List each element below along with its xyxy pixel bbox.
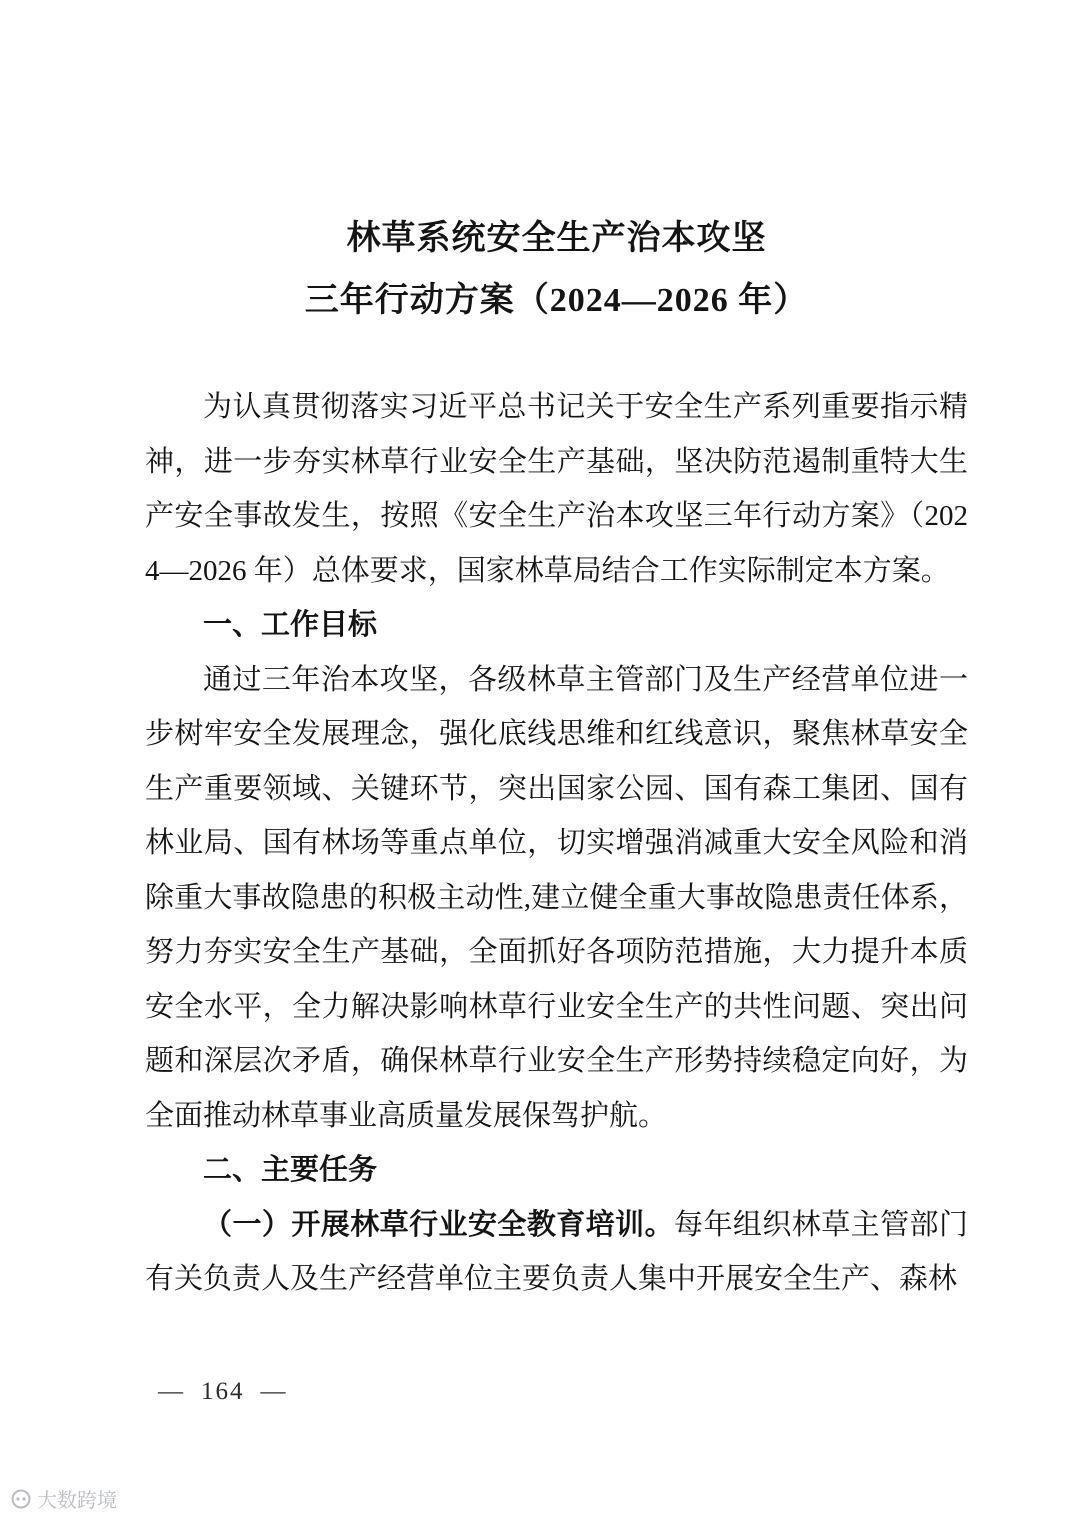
document-title-line-1: 林草系统安全生产治本攻坚 (346, 220, 767, 257)
watermark-logo-icon (10, 1488, 32, 1510)
section-heading: 二、主要任务 (203, 1154, 378, 1186)
paragraph-bold-lead: （一）开展林草行业安全教育培训。 (203, 1208, 675, 1241)
page-number-left-dash: — (158, 1378, 185, 1405)
watermark-text: 大数跨境 (37, 1490, 117, 1512)
paragraph: 通过三年治本攻坚，各级林草主管部门及生产经营单位进一步树牢安全发展理念，强化底线思维和红线意识，聚焦林草安全生产重要领域、关键环节，突出国家公园、国有森工集团、国有林业局、国有林场等重点单位，切实增强消减重大安全风险和消除重大事故隐患的积极主动性,建立健全重大事故隐患责任体系，努力夯实安全生产基础，全面抓好各项防范措施，大力提升本质安全水平，全力解决影响林草行业安全生产的共性问题、突出问题和深层次矛盾，确保林草行业安全生产形势持续稳定向好，为全面推动林草事业高质量发展保驾护航。 (145, 663, 968, 1132)
document-title (145, 208, 968, 332)
document-title-line-2: 三年行动方案（2024—2026 年） (304, 282, 809, 319)
page-number-right-dash: — (260, 1378, 288, 1405)
document-body (145, 380, 968, 1307)
paragraph: （一）开展林草行业安全教育培训。每年组织林草主管部门有关负责人及生产经营单位主要负责人集中开展安全生产、森林 (145, 1208, 968, 1295)
paragraph: 为认真贯彻落实习近平总书记关于安全生产系列重要指示精神，进一步夯实林草行业安全生产基础，坚决防范遏制重特大生产安全事故发生，按照《安全生产治本攻坚三年行动方案》（2024—2026 年）总体要求，国家林草局结合工作实际制定本方案。 (145, 391, 968, 587)
watermark (10, 1484, 117, 1513)
section-heading: 一、工作目标 (203, 609, 378, 641)
page-number (158, 1378, 288, 1406)
page-number-value: 164 (201, 1378, 245, 1405)
document-content (145, 208, 968, 1307)
